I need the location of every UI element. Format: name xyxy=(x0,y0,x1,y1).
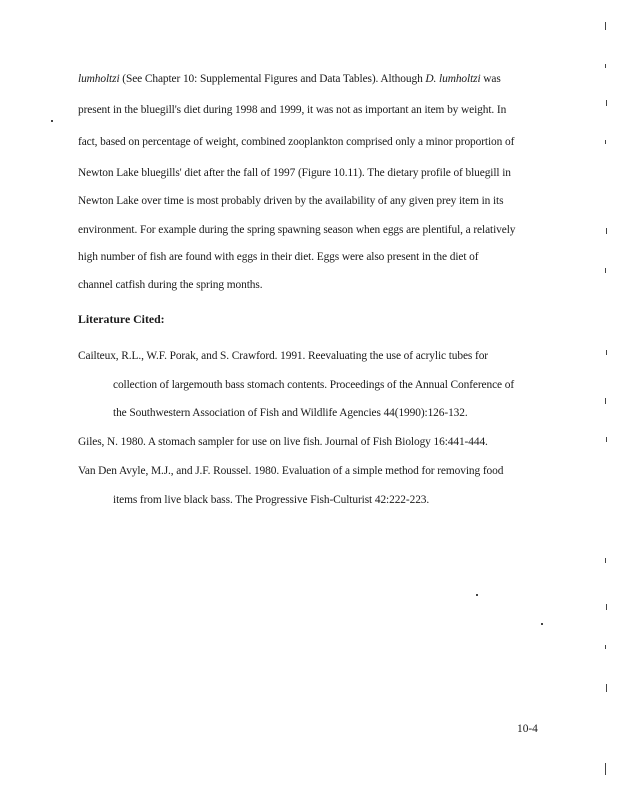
paragraph-line-2: present in the bluegill's diet during 1998 and 1999, it was not as important an item by weight. In xyxy=(78,104,507,116)
scan-speck xyxy=(605,140,606,144)
scan-speck xyxy=(476,594,478,596)
scan-speck xyxy=(606,228,607,234)
paragraph-text: (See Chapter 10: Supplemental Figures and Data Tables). Although xyxy=(119,73,426,85)
scan-speck xyxy=(606,604,607,610)
reference-3-line-1: Van Den Avyle, M.J., and J.F. Roussel. 1980. Evaluation of a simple method for removing food xyxy=(78,465,504,477)
species-name-italic: lumholtzi xyxy=(78,73,120,85)
literature-cited-heading: Literature Cited: xyxy=(78,312,165,326)
scan-speck xyxy=(605,763,606,775)
scan-speck xyxy=(51,120,53,122)
paragraph-line-4: Newton Lake bluegills' diet after the fall of 1997 (Figure 10.11). The dietary profile of bluegill in xyxy=(78,167,511,179)
reference-1-line-1: Cailteux, R.L., W.F. Porak, and S. Crawford. 1991. Reevaluating the use of acrylic tubes for xyxy=(78,350,488,362)
paragraph-text: was xyxy=(480,73,501,85)
paragraph-line-8: channel catfish during the spring months. xyxy=(78,279,263,291)
scan-speck xyxy=(606,684,607,692)
scan-speck xyxy=(541,623,543,625)
reference-2-line-1: Giles, N. 1980. A stomach sampler for use on live fish. Journal of Fish Biology 16:441-444. xyxy=(78,436,488,448)
scan-speck xyxy=(606,350,607,355)
paragraph-line-5: Newton Lake over time is most probably driven by the availability of any given prey item in its xyxy=(78,195,504,207)
reference-1-line-2: collection of largemouth bass stomach contents. Proceedings of the Annual Conference of xyxy=(113,379,515,391)
page-number: 10-4 xyxy=(517,723,538,735)
scan-speck xyxy=(605,22,606,30)
paragraph-line-3: fact, based on percentage of weight, combined zooplankton comprised only a minor proportion of xyxy=(78,136,515,148)
scan-speck xyxy=(606,437,607,442)
scan-speck xyxy=(605,268,606,273)
reference-1-line-3: the Southwestern Association of Fish and Wildlife Agencies 44(1990):126-132. xyxy=(113,407,468,419)
scan-speck xyxy=(606,100,607,106)
scan-speck xyxy=(605,64,606,68)
paragraph-line-7: high number of fish are found with eggs in their diet. Eggs were also present in the diet of xyxy=(78,251,479,263)
paragraph-line-6: environment. For example during the spring spawning season when eggs are plentiful, a relatively xyxy=(78,224,516,236)
scan-speck xyxy=(605,645,606,649)
paragraph-line-1 xyxy=(78,73,501,85)
scan-speck xyxy=(605,398,606,404)
reference-3-line-2: items from live black bass. The Progressive Fish-Culturist 42:222-223. xyxy=(113,494,430,506)
species-name-italic: D. lumholtzi xyxy=(425,73,481,85)
scan-speck xyxy=(605,558,606,563)
